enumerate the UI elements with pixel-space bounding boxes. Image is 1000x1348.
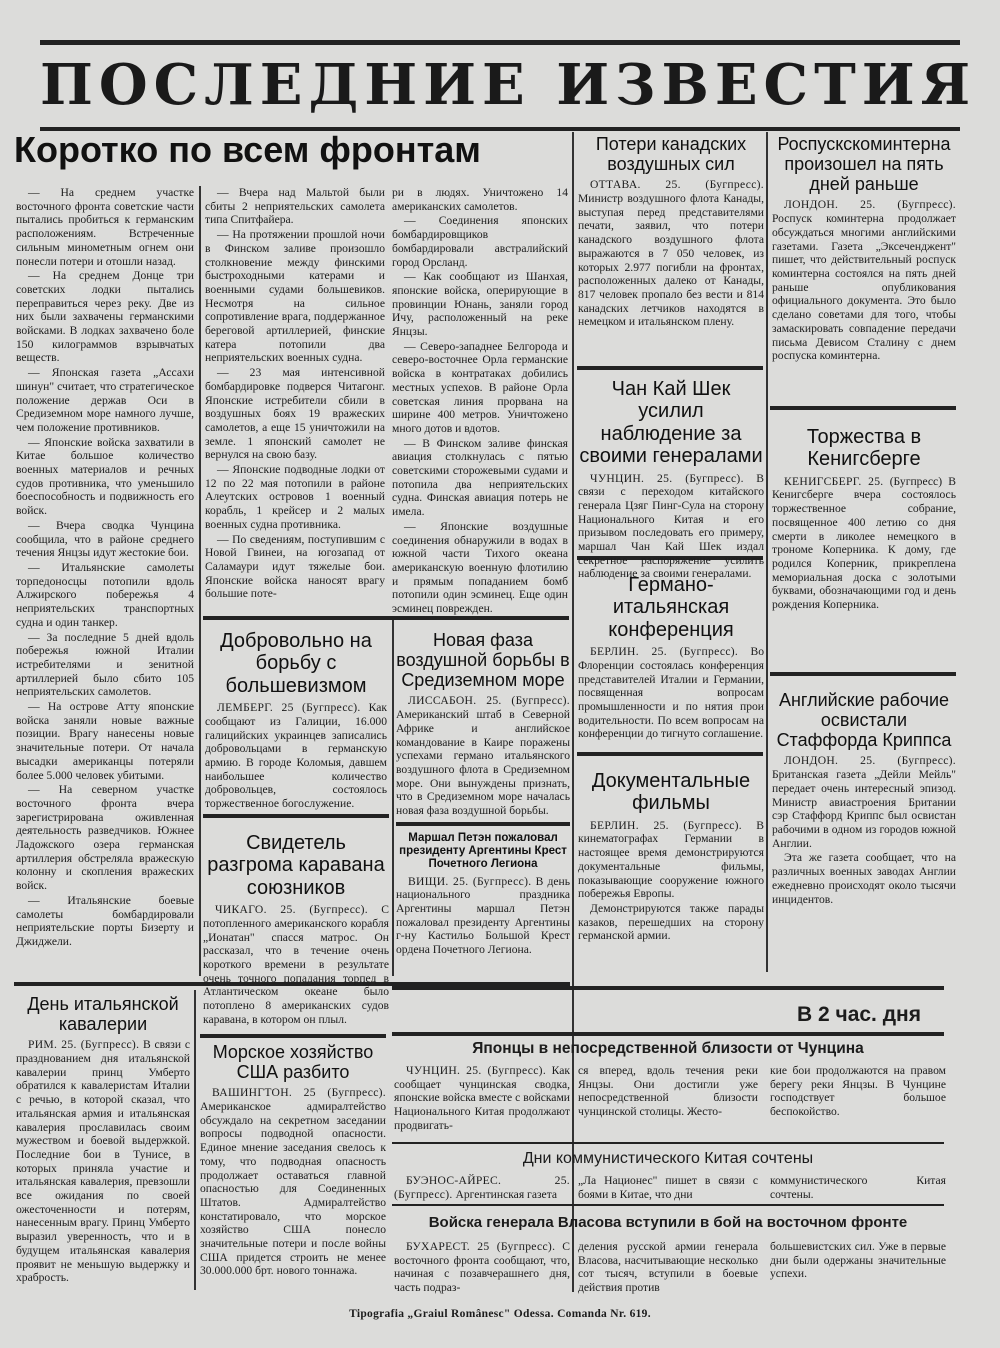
documentary-text: В кинематографах Германии в настоящее время демонстрируются документальные фильмы, показывающие сооружение южного побережья Европы. — [578, 818, 764, 901]
naval-headline: Морское хозяйство США разбито — [212, 1042, 374, 1083]
column-rule — [392, 620, 394, 976]
masthead — [40, 40, 977, 131]
airphase-article — [396, 630, 570, 820]
volunteer-text: Как сообщают из Галиции, 16.000 галицийских украинцев записались добровольцами в германскую армию. В городе Коломыя, давшем наибольшее количество добровольцев, состоялось торжественное богослужение. — [205, 701, 387, 811]
germano-headline: Германо-итальянская конференция — [608, 574, 734, 641]
cavalry-headline: День итальянской кавалерии — [27, 994, 179, 1035]
section-rule — [203, 814, 389, 818]
fronts-item: — По сведениям, поступившим с Новой Гвинеи, на югозапад от Саламаури идут тяжелые бои. Японские войска наносят врагу большие поте- — [205, 532, 385, 601]
fronts-item: — На острове Атту японские войска заняли новые важные позиции. Врагу нанесены новые значительные потери. От начала высадки американцы потеряли более 5.000 человек убитыми. — [16, 700, 194, 782]
section-rule — [770, 406, 956, 410]
section-rule — [392, 1032, 944, 1036]
vlasov-headline: Войска генерала Власова вступили в бой на восточном фронте — [428, 1214, 908, 1231]
naval-article — [200, 1042, 386, 1294]
cavalry-text: В связи с празднованием дня итальянской кавалерии принц Умберто обратился к кавалеристам Италии с речью, в которой сказал, что итальянская армия и итальянская кавалерия прославилась своим мужеством и боевой выдержкой. Последние бои в Тунисе, в которых приняла участие и итальянская кавалерия, превзошли все ожидания по своей ожесточенности и потерям, нанесенным врагу. Принц Умберто выразил уверенность, что и в будущем итальянская кавалерия проявит не меньшую выдержку и храбрость. — [16, 1038, 190, 1285]
germano-dateline: БЕРЛИН. 25. (Бугпресс). — [590, 645, 739, 659]
airphase-headline: Новая фаза воздушной борьбы в Средиземном море — [396, 630, 570, 691]
column-rule — [194, 990, 196, 1290]
vlasov-text-1: С восточного фронта сообщают, что, начиная с позавчерашнего дня, часть подраз- — [394, 1240, 570, 1295]
column-rule — [572, 132, 574, 1292]
chiang-headline: Чан Кай Шек усилил наблюдение за своими генералами — [579, 378, 763, 468]
japan-col-1 — [394, 1064, 570, 1140]
petain-dateline: ВИЩИ. 25. (Бугпресс). — [408, 874, 532, 888]
column-rule — [199, 186, 201, 976]
fronts-item: — Вчера сводка Чунцина сообщила, что в районе среднего течения Янцзы идут жестокие бои. — [16, 518, 194, 560]
section-rule — [200, 1034, 386, 1038]
china-col-1 — [394, 1174, 570, 1204]
japan-col-2 — [578, 1064, 758, 1140]
japan-text-3: кие бои продолжаются на правом берегу реки Янцзы. В Чунцине господствует большое беспокойство. — [770, 1064, 946, 1119]
section-rule — [392, 986, 944, 990]
witness-dateline: ЧИКАГО. 25. (Бугпресс). — [215, 903, 368, 917]
china-text-3: коммунистического Китая сочтены. — [770, 1174, 946, 1201]
fronts-item: — На северном участке восточного фронта вчера зарегистрирована оживленная деятельность разведчиков. Южнее Ладожского озера германская артиллерия обстреляла вражескую колонну и скопления вражеских войск. — [16, 783, 194, 893]
section-rule — [770, 672, 956, 676]
witness-article — [203, 832, 390, 1026]
comintern-headline: Роспускcкоминтерна произошел на пять дней раньше — [777, 134, 951, 195]
workers-text: Британская газета „Дейли Мейль" передает очень интересный эпизод. Министр авиастроения Британии сэр Стаффорд Криппс был освистан рабочими в одном из городов южной Англии. — [772, 768, 956, 850]
japan-headline: Японцы в непосредственной близости от Чунцина — [472, 1040, 864, 1057]
fronts-item: — На среднем участке восточного фронта советские части пытались пробиться к германским расположениям. Встреченные сильным минометным огнем они понесли потери и отошли назад. — [16, 186, 194, 268]
fronts-item: — За последние 5 дней вдоль побережья южной Италии истребителями и зенитной артиллерией было сбито 105 неприятельских самолетов. — [16, 630, 194, 699]
vlasov-text-3: большевистских сил. Уже в первые дни были одержаны значительные успехи. — [770, 1240, 946, 1281]
fronts-item: — В Финском заливе финская авиация столкнулась с пятью советскими сторожевыми судами и потопила два неприятельских судна. Финская авиация потерь не имела. — [392, 436, 568, 519]
fronts-item: — Японские войска захватили в Китае большое количество военных материалов и речных судов противника, что уменьшило боеспособность и подвижность его войск. — [16, 435, 194, 518]
comintern-text: Роспуск коминтерна продолжает обсуждаться многими английскими газетами. Газета „Эксеченджент" пишет, что действительный роспуск коминтерна состоялся на пять дней раньше опубликования официального документа. Это было сделано советами для того, чтобы замаскировать совпадение передачи письма Девисом Сталину с днем роспуска коминтерна. — [772, 212, 956, 363]
konigsberg-text: (Бугпресс) В Кенигсберге вчера состоялось торжественное собрание, посвященное 400 летию со дня смерти в ликолее немецкого в трономе Коперника. К дому, где родился Коперник, прикреплена мемориальная доска с золотыми буквами, обозначающими год и день рождения Коперника. — [772, 474, 956, 612]
fronts-item: — Как сообщают из Шанхая, японские войска, оперирующие в провинции Юнань, заняли город Ичу, расположенный на реке Янцзы. — [392, 270, 568, 339]
section-rule — [577, 366, 763, 370]
fronts-item: — Японская газета „Ассахи шинун" считает, что стратегическое положение держав Оси в Средиземном море намного лучше, чем положение противников. — [16, 366, 194, 434]
section-rule — [392, 1142, 944, 1144]
konigsberg-dateline: КЕНИГСБЕРГ. 25. — [784, 474, 884, 488]
fronts-item: — Итальянские самолеты торпедоносцы потопили вдоль Алжирского побережья 4 неприятельских транспортных судна и один танкер. — [16, 560, 194, 629]
volunteer-article — [205, 630, 387, 812]
fronts-item: — Итальянские боевые самолеты бомбардировали неприятельские порты Бизерту и Джиджели. — [16, 893, 194, 948]
petain-headline: Маршал Петэн пожаловал президенту Аргентины Крест Почетного Легиона — [399, 832, 567, 870]
fronts-item: — Северо-западнее Белгорода и северо-восточнее Орла германские войска в контратаках добились местных успехов. В районе Орла советская линия прорвана на ширине 400 метров. Уничтожено много дотов и вдотов. — [392, 339, 568, 435]
china-col-2 — [578, 1174, 758, 1204]
documentary-article — [578, 770, 764, 976]
vlasov-col-3 — [770, 1240, 946, 1302]
konigsberg-article — [772, 426, 956, 670]
comintern-dateline: ЛОНДОН. 25. (Бугпресс). — [784, 198, 956, 212]
fronts-column-3 — [392, 186, 568, 614]
canada-text: Министр воздушного флота Канады, выступая перед представителями печати, заявил, что потери канадского воздушного флота выражаются в 7 050 человек, из которых 2.977 погибли на фронтах, расположенных далеко от Канады, 817 человек пропало без вести и 814 канадских летчиков находятся в немецком и итальянском плену. — [578, 192, 764, 329]
fronts-item: — 23 мая интенсивной бомбардировке подверся Читагонг. Японские истребители сбили в воздушных боях 19 вражеских самолетов, а еще 15 уничтожили на земле. 1 японский самолет не вернулся на свою базу. — [205, 366, 385, 462]
documentary-dateline: БЕРЛИН. 25. (Бугпресс). — [590, 818, 742, 832]
vlasov-col-2 — [578, 1240, 758, 1302]
section-rule — [203, 616, 569, 620]
fronts-item: — Соединения японских бомбардировщиков бомбардировали австралийский город Орсланд. — [392, 214, 568, 269]
fronts-item: ри в людях. Уничтожено 14 американских самолетов. — [392, 186, 568, 213]
chiang-text: В связи с переходом китайского генерала Цзяг Пинг-Сула на сторону Национального Китая и его призывом последовать его примеру, маршал Чан Кай Шек издал секретное распоряжение усилить наблюдение за своими генералами. — [578, 471, 765, 581]
section-rule — [392, 1204, 944, 1206]
china-text-2: „Ла Национес" пишет в связи с боями в Китае, что дни — [578, 1174, 758, 1201]
vlasov-dateline: БУХАРЕСТ. 25 (Бугпресс). — [406, 1240, 556, 1253]
fronts-item: — На протяжении прошлой ночи в Финском заливе произошло столкновение между финскими быстроходными катерами и военными судами большевиков. Несмотря на сильное сопротивление врага, поддержанное береговой артиллерией, финские катера потопили два неприятельских военных судна. — [205, 228, 385, 365]
konigsberg-headline: Торжества в Кенигсберге — [806, 426, 922, 471]
germano-article — [578, 574, 764, 750]
cavalry-dateline: РИМ. 25. (Бугпресс). — [28, 1038, 140, 1052]
china-col-3 — [770, 1174, 946, 1204]
witness-headline: Свидетель разгрома каравана союзников — [207, 832, 385, 899]
petain-article — [396, 832, 570, 978]
fronts-headline-box — [14, 130, 570, 182]
japan-text-1: Как сообщает чунцинская сводка, японские войска вместе с войсками Национального Китая продолжают продвигать- — [394, 1064, 571, 1132]
fronts-item: — Японские воздушные соединения обнаружили в водах в южной части Тихого океана американскую военную флотилию и прямым попаданием бомб потопили один эсминец. Еще один эсминец поврежден. — [392, 519, 568, 616]
vlasov-col-1 — [394, 1240, 570, 1302]
canada-article — [578, 134, 764, 364]
fronts-column-2 — [205, 186, 385, 614]
volunteer-headline: Добровольно на борьбу с большевизмом — [220, 630, 372, 697]
fronts-item: — Вчера над Мальтой были сбиты 2 неприятельских самолета типа Спитфайера. — [205, 186, 385, 227]
volunteer-dateline: ЛЕМБЕРГ. 25 (Бугпресс). — [217, 701, 361, 715]
comintern-article — [772, 134, 956, 404]
masthead-title: ПОСЛЕДНИЕ ИЗВЕСТИЯ — [40, 52, 977, 118]
fronts-headline: Коротко по всем фронтам — [14, 129, 481, 170]
naval-text: Американское адмиралтейство обсуждало на секретном заседании вопросы подводной опасности. Единое мнение заседания свелось к тому, что подводная опасность продолжает оставаться главной опасностью для Соединенных Штатов. Адмиралтейство констатировало, что морское хозяйство США понесло значительные потери и после войны США придется строить не менее 30.000.000 брт. нового тоннажа. — [200, 1100, 386, 1278]
workers-text-2: Эта же газета сообщает, что на различных военных заводах Англии ежедневно происходят около тысячи инцидентов. — [772, 851, 956, 906]
printer-footer: Tipografia „Graiul Românesc" Odessa. Comanda Nr. 619. — [349, 1308, 651, 1320]
workers-headline: Английские рабочие освистали Стаффорда Криппса — [776, 690, 952, 751]
documentary-headline: Документальные фильмы — [591, 770, 751, 815]
canada-dateline: ОТТАВА. 25. (Бугпресс). — [590, 178, 764, 192]
fronts-item: — На среднем Донце три советских лодки пытались переправиться через реку. Две из них были захвачены германскими войсками. В лодках захвачено боле 150 килограммов взрывчатых веществ. — [16, 269, 194, 365]
chiang-article — [578, 378, 765, 581]
airphase-dateline: ЛИССАБОН. 25. (Бугпресс). — [408, 694, 570, 708]
chiang-dateline: ЧУНЦИН. 25. (Бугпресс). — [590, 471, 744, 485]
cavalry-article — [16, 994, 190, 1294]
witness-text: С потопленного американского корабля „Ионатан" спасся матрос. Он рассказал, что в течение очень короткого времени в результате очень точного попадания торпед в Атлантическом океане было потоплено 8 американских судов каравана, в котором он плыл. — [203, 903, 390, 1026]
japan-dateline: ЧУНЦИН. 25. (Бугпресс). — [406, 1064, 547, 1077]
fronts-item: — Японские подводные лодки от 12 по 22 мая потопили в районе Алеутских островов 1 военный корабль, 1 крейсер и 2 малых военных судна противника. — [205, 463, 385, 531]
workers-article — [772, 690, 956, 976]
workers-dateline: ЛОНДОН. 25. (Бугпресс). — [784, 754, 956, 768]
latest-kicker: В 2 час. дня — [796, 1003, 921, 1026]
japan-text-2: ся вперед, вдоль течения реки Янцзы. Они достигли уже непосредственной близости чунцинской столицы. Жесто- — [578, 1064, 758, 1119]
section-rule — [396, 822, 570, 826]
vlasov-text-2: деления русской армии генерала Власова, насчитывающие несколько сот тысяч, вступили в боевые действия против — [578, 1240, 758, 1295]
germano-text: Во Флоренции состоялась конференция представителей Италии и Германии, посвященная вопросам промышленности и по нятия прои водительности. По всем вопросам на конференции до тигнуто соглашение. — [578, 645, 764, 741]
column-rule — [766, 132, 768, 972]
section-rule — [577, 752, 763, 756]
documentary-text-2: Демонстрируются также парады казаков, перешедших на сторону германской армии. — [578, 902, 764, 943]
canada-headline: Потери канадских воздушных сил — [595, 134, 747, 175]
china-dateline: БУЭНОС-АЙРЕС. 25. (Бугпресс). — [394, 1174, 570, 1201]
airphase-text: Американский штаб в Северной Африке и английское командование в Каире поражены успехами германо итальянского воздушного флота в Средиземном море. Они вынуждены признать, что в Средиземном море началась новая фаза воздушной борьбы. — [396, 708, 570, 818]
china-headline: Дни коммунистического Китая сочтены — [522, 1150, 814, 1167]
naval-dateline: ВАШИНГТОН. 25 (Бугпресс). — [212, 1086, 386, 1100]
china-text-1: Аргентинская газета — [455, 1187, 558, 1201]
petain-text: В день национального праздника Аргентины маршал Петэн пожаловал президенту Аргентины г-ну Кастильо Большой Крест ордена Почетного Легиона. — [396, 874, 570, 957]
japan-col-3 — [770, 1064, 946, 1140]
fronts-column-1 — [16, 186, 194, 976]
